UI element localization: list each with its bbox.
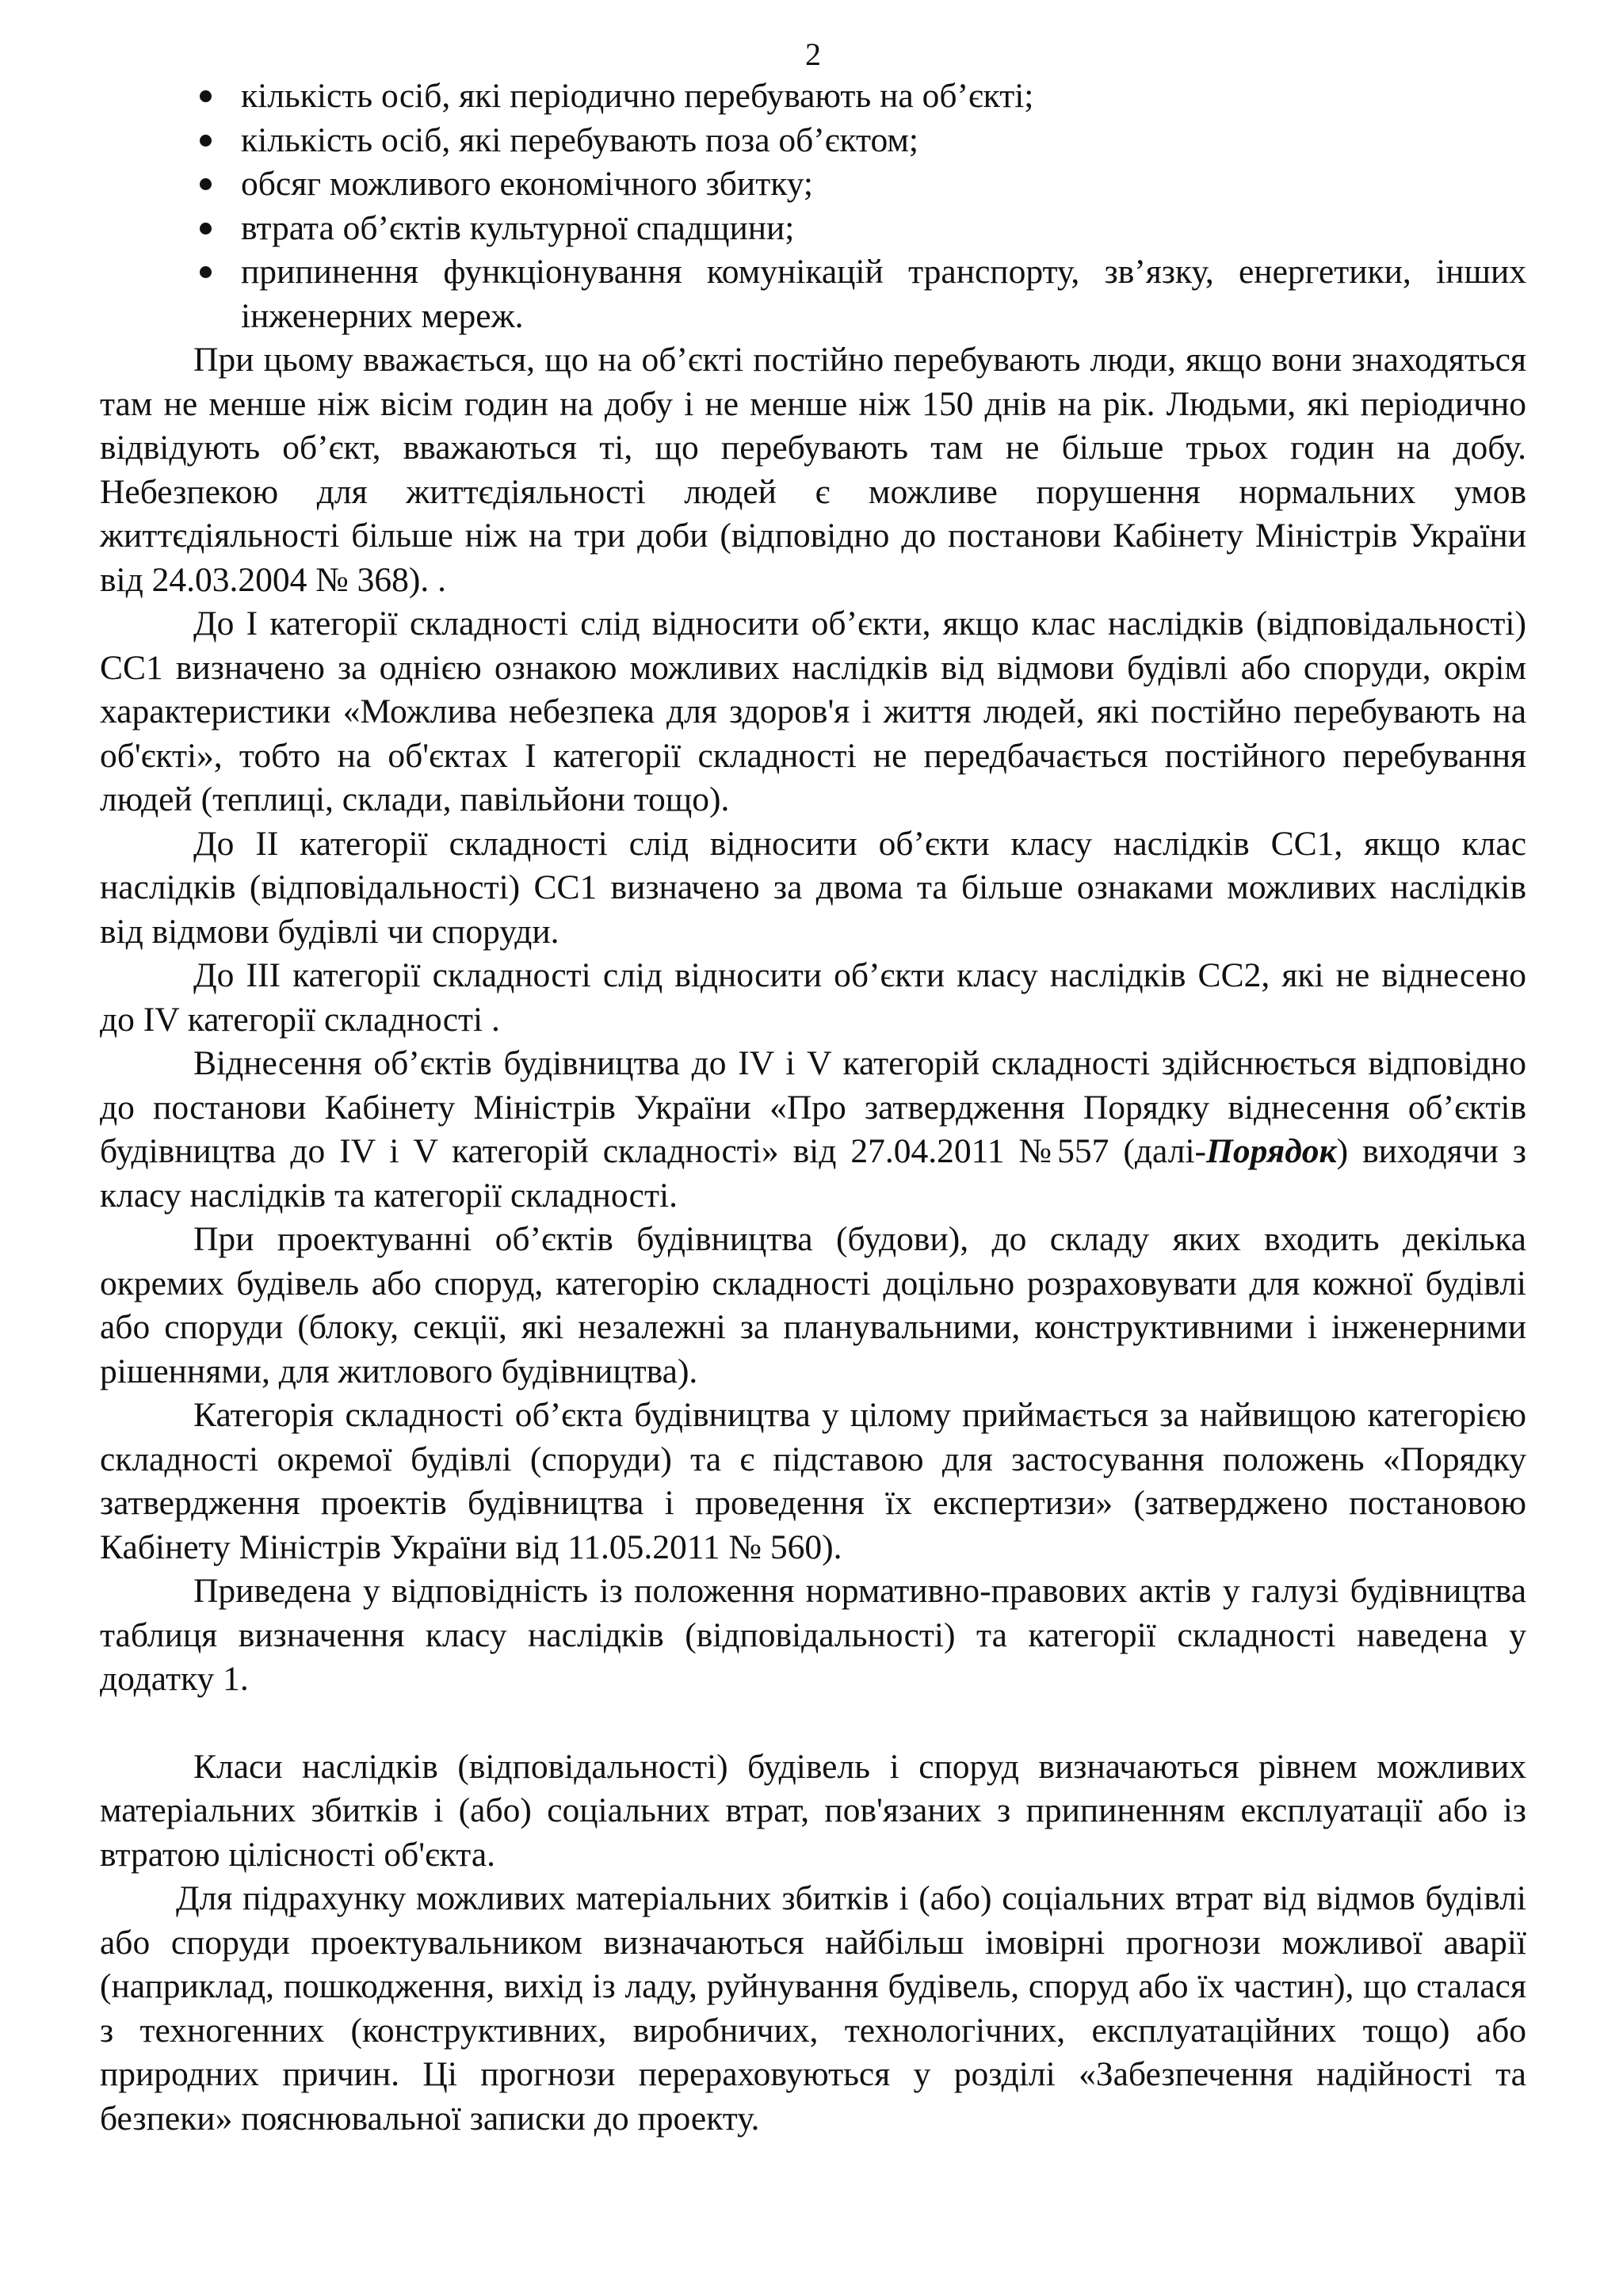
paragraph-appendix-reference: Приведена у відповідність із положення нормативно-правових актів у галузі будівництва таблиця визначення класу наслідків (відповідальності) та категорії складності наведена у додатку 1.	[100, 1572, 1526, 1698]
emphasis-poriadok: Порядок	[1206, 1132, 1337, 1170]
paragraph-multiple-buildings: При проектуванні об’єктів будівництва (будови), до складу яких входить декілька окремих будівель або споруд, категорію складності доцільно розраховувати для кожної будівлі або споруди (блоку, секції, які незалежні за планувальними, конструктивними і інженерними рішеннями, для житлового будівництва).	[100, 1220, 1526, 1390]
paragraph-category-2: До ІІ категорії складності слід відносити об’єкти класу наслідків СС1, якщо клас наслідків (відповідальності) СС1 визначено за двома та більше ознаками можливих наслідків від відмови будівлі чи споруди.	[100, 824, 1526, 951]
list-item: кількість осіб, які періодично перебувають на об’єкті;	[241, 74, 1526, 119]
list-item: кількість осіб, які перебувають поза об’єктом;	[241, 119, 1526, 163]
list-item: втрата об’єктів культурної спадщини;	[241, 207, 1526, 251]
paragraph-category-4-5	[100, 1042, 1526, 1218]
paragraph-category-1: До І категорії складності слід відносити об’єкти, якщо клас наслідків (відповідальності) СС1 визначено за однією ознакою можливих наслідків від відмови будівлі або споруди, окрім характеристики «Можлива небезпека для здоров'я і життя людей, які постійно перебувають на об'єкті», тобто на об'єктах І категорії складності не передбачається постійного перебування людей (теплиці, склади, павільйони тощо).	[100, 605, 1526, 818]
paragraph-permanent-presence: При цьому вважається, що на об’єкті постійно перебувають люди, якщо вони знаходяться там не менше ніж вісім годин на добу і не менше ніж 150 днів на рік. Людьми, які періодично відвідують об’єкт, вважаються ті, що перебувають там не більше трьох годин на добу. Небезпекою для життєдіяльності людей є можливе порушення нормальних умов життєдіяльності більше ніж на три доби (відповідно до постанови Кабінету Міністрів України від 24.03.2004 № 368). .	[100, 341, 1526, 599]
list-item: припинення функціонування комунікацій транспорту, зв’язку, енергетики, інших інженерних мереж.	[241, 250, 1526, 338]
paragraph-overall-category: Категорія складності об’єкта будівництва у цілому приймається за найвищою категорією складності окремої будівлі (споруди) та є підставою для застосування положень «Порядку затвердження проектів будівництва і проведення їх експертизи» (затверджено постановою Кабінету Міністрів України від 11.05.2011 № 560).	[100, 1396, 1526, 1566]
paragraph-category-3: До ІІІ категорії складності слід відносити об’єкти класу наслідків СС2, які не віднесено до ІV категорії складності .	[100, 956, 1526, 1039]
paragraph-consequence-classes: Класи наслідків (відповідальності) будівель і споруд визначаються рівнем можливих матеріальних збитків і (або) соціальних втрат, пов'язаних з припиненням експлуатації або із втратою цілісності об'єкта.	[100, 1747, 1526, 1874]
paragraph-category-4-5-text: Віднесення об’єктів будівництва до ІV і V категорій складності здійснюється відповідно до постанови Кабінету Міністрів України «Про затвердження Порядку віднесення об’єктів будівництва до IV і V категорій складності» від 27.04.2011 №557 (далі-	[100, 1044, 1526, 1170]
page-number: 2	[805, 36, 821, 72]
spacer	[100, 1702, 1526, 1745]
paragraph-damage-calculation: Для підрахунку можливих матеріальних збитків і (або) соціальних втрат від відмов будівлі або споруди проектувальником визначаються найбільш імовірні прогнози можливої аварії (наприклад, пошкодження, вихід із ладу, руйнування будівель, споруд або їх частин), що сталася з техногенних (конструктивних, виробничих, технологічних, експлуатаційних тощо) або природних причин. Ці прогнози перераховуються у розділі «Забезпечення надійності та безпеки» пояснювальної записки до проекту.	[100, 1879, 1526, 2138]
list-item: обсяг можливого економічного збитку;	[241, 162, 1526, 207]
bullet-list	[100, 74, 1526, 338]
document-page	[100, 35, 1526, 2141]
paragraph-category-4-5-text-end: ) виходячи з класу наслідків та категорії складності.	[100, 1132, 1526, 1215]
